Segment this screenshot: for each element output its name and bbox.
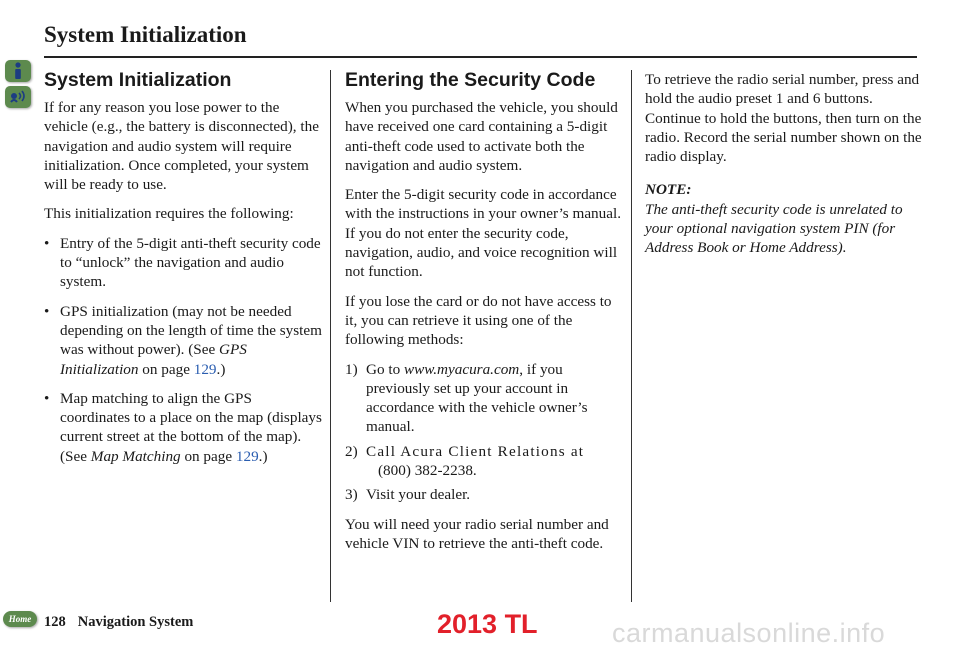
note-text: The anti-theft security code is unrelated to your optional navigation system PIN (for Address Book or Home Address). [645, 200, 903, 257]
bullet-icon: • [44, 234, 50, 252]
paragraph: Enter the 5-digit security code in accordance with the instructions in your owner’s manual. If you do not enter the security code, navigation, audio, and voice recognition will not function. [345, 186, 622, 281]
column-divider [330, 70, 331, 602]
home-button[interactable]: Home [3, 611, 37, 627]
title-divider [44, 56, 917, 58]
phone-number: (800) 382-2238. [378, 462, 477, 480]
voice-command-icon[interactable] [5, 86, 31, 108]
column-serial-number [645, 70, 925, 258]
cross-reference: GPS Initialization [60, 341, 247, 378]
section-heading: Entering the Security Code [345, 69, 596, 91]
paragraph: You will need your radio serial number and vehicle VIN to retrieve the anti-theft code. [345, 515, 609, 552]
note-heading: NOTE: [645, 181, 692, 199]
bullet-icon: • [44, 389, 50, 407]
paragraph: This initialization requires the following: [44, 205, 294, 223]
cross-reference: Map Matching [90, 447, 181, 465]
paragraph: If you lose the card or do not have access to it, you can retrieve it using one of the following methods: [345, 292, 612, 349]
page-link[interactable]: 129 [193, 360, 217, 378]
section-heading: System Initialization [44, 69, 232, 91]
list-item: • GPS initialization (may not be needed depending on the length of time the system was without power). (See GPS Initialization on page 129.) [44, 302, 322, 378]
section-name: Navigation System [77, 614, 194, 630]
website-link[interactable]: www.myacura.com [403, 360, 520, 378]
paragraph: If for any reason you lose power to the vehicle (e.g., the battery is disconnected), the navigation and audio system will require initialization. Once completed, your system will be ready to use. [44, 99, 319, 194]
info-icon[interactable] [5, 60, 31, 82]
bullet-icon: • [44, 302, 50, 320]
model-label: 2013 TL [437, 609, 538, 639]
paragraph: To retrieve the radio serial number, press and hold the audio preset 1 and 6 buttons. Continue to hold the buttons, then turn on the radio. Record the serial number shown on the radio display. [645, 71, 922, 166]
list-item: 2) Call Acura Client Relations at (800) 382-2238. [345, 442, 585, 480]
list-item: 3) Visit your dealer. [345, 486, 471, 504]
page-title: System Initialization [44, 22, 247, 47]
column-system-initialization [44, 68, 322, 476]
list-item: • Map matching to align the GPS coordinates to a place on the map (displays current street at the bottom of the map). (See Map Matching on page 129.) [44, 389, 322, 465]
column-divider [631, 70, 632, 602]
paragraph: When you purchased the vehicle, you should have received one card containing a 5-digit anti-theft code used to activate both the navigation and audio system. [345, 99, 618, 174]
list-item: • Entry of the 5-digit anti-theft security code to “unlock” the navigation and audio system. [44, 234, 321, 291]
list-item: 1) Go to www.myacura.com, if you previously set up your account in accordance with the vehicle owner’s manual. [345, 360, 588, 436]
column-security-code [345, 68, 623, 563]
watermark: carmanualsonline.info [612, 618, 886, 648]
page-number: 128 [44, 614, 66, 630]
page-footer [44, 614, 193, 631]
page-link[interactable]: 129 [235, 447, 259, 465]
